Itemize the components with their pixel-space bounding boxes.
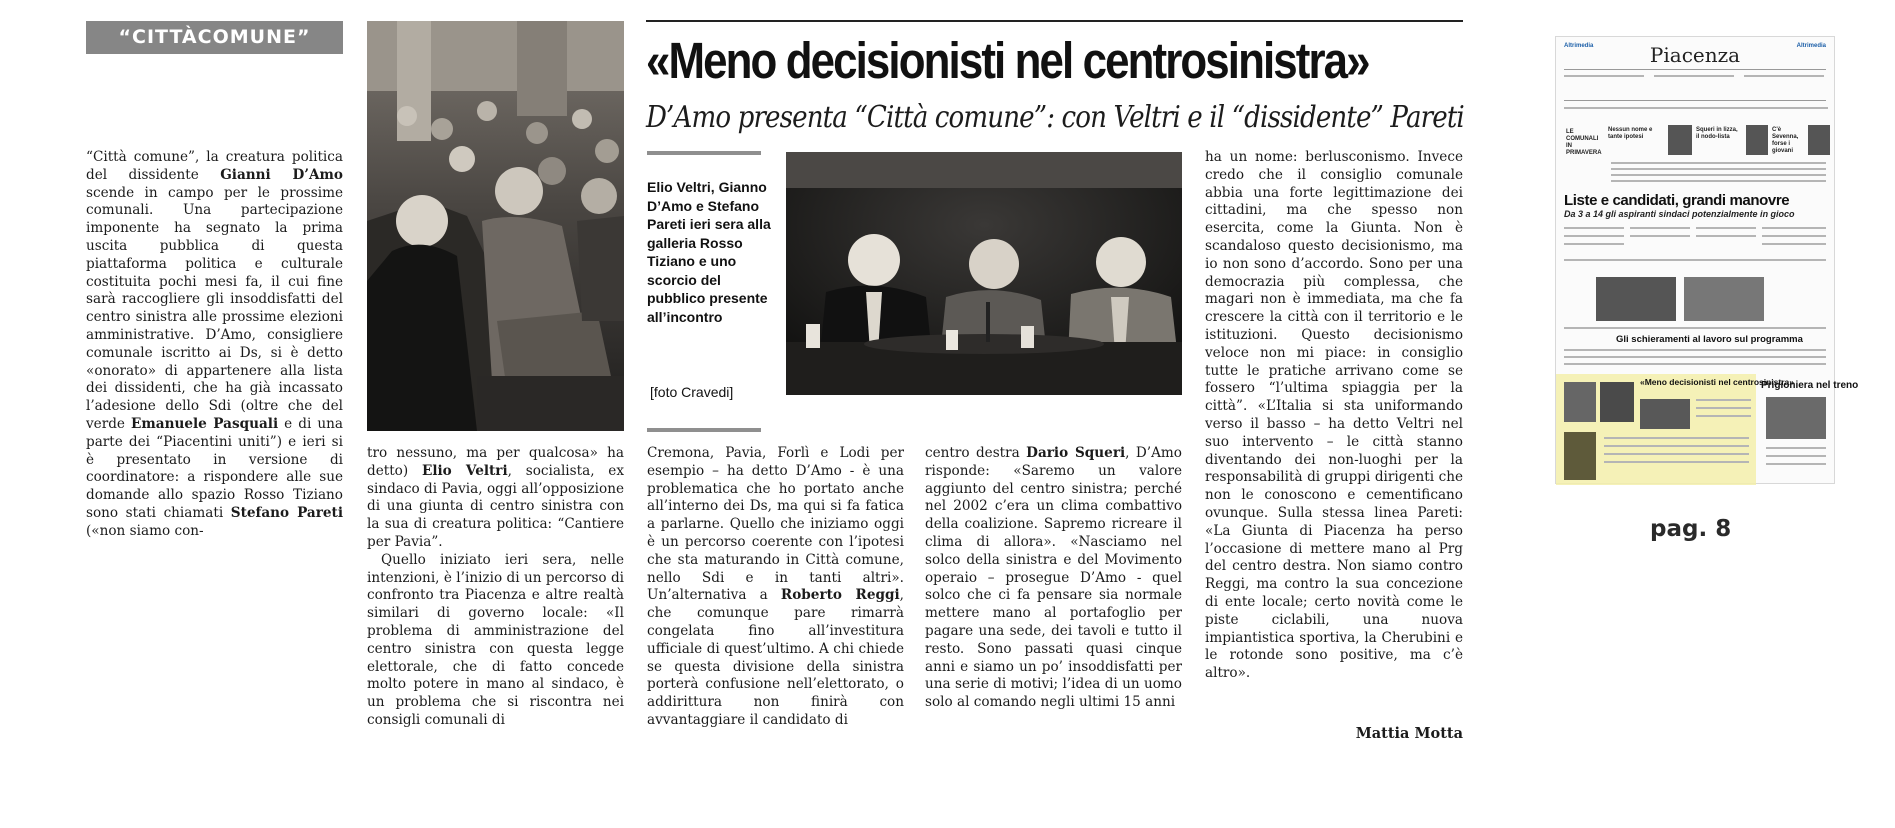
thumbnail-text-line bbox=[1696, 227, 1756, 229]
thumbnail-text-line bbox=[1611, 168, 1826, 170]
paragraph: ha un nome: berlusconismo. Invece credo che il consiglio comunale abbia una forte legittimazione dei cittadini, ma che spesso non esercita, come la Giunta. Non è scandaloso questo decisionismo, ma io non sono d’accordo. Sono per una democrazia più complessa, che magari non è immediata, ma che fa crescere la città con il territorio e le istituzioni. Questo decisionismo veloce non mi piace: in consiglio tutte le pratiche arrivano come se fossero “l’ultima spiaggia per la città”. «L’Italia si sta uniformando verso il basso – ha detto Veltri nel suo intervento – le città stanno diventando dei non-luoghi per la responsabilità di gruppi dirigenti che non le conoscono e cementificano ovunque. Sulla stessa linea Pareti: «La Giunta di Piacenza ha perso l’occasione di mettere mano al Prg del centro destra. Non siamo contro Reggi, ma contro la sua concezione di ente locale; certo novità come le piste ciclabili, una nuova impiantistica sportiva, la Cherubini e le rotonde sono positive, ma c’è altro». bbox=[1205, 149, 1463, 682]
thumbnail-secondary-headline: Gli schieramenti al lavoro sul programma bbox=[1616, 334, 1803, 345]
thumbnail-photo bbox=[1808, 125, 1830, 155]
thumbnail-box-1: Nessun nome e tante ipotesi bbox=[1608, 127, 1653, 140]
article-column-5 bbox=[1205, 149, 1463, 683]
thumbnail-photo bbox=[1766, 397, 1826, 439]
thumbnail-main-headline: Liste e candidati, grandi manovre bbox=[1564, 192, 1790, 209]
person-name: Dario Squeri bbox=[1026, 445, 1126, 461]
text-run: , socialista, ex sindaco di Pavia, oggi all’opposizione di una giunta di centro sinistra con la sua di creatura politica: “Cantiere per Pavia”. bbox=[367, 462, 624, 550]
person-name: Elio Veltri bbox=[421, 462, 508, 479]
thumbnail-photo bbox=[1600, 382, 1634, 422]
thumbnail-text-line bbox=[1611, 180, 1826, 182]
person-name: Gianni D’Amo bbox=[220, 166, 343, 183]
thumbnail-text-line bbox=[1564, 356, 1826, 358]
text-run: («non siamo con- bbox=[86, 522, 204, 539]
thumbnail-photo bbox=[1564, 432, 1596, 480]
thumbnail-sidebar-box: LE COMUNALI IN PRIMAVERA bbox=[1566, 129, 1602, 156]
person-name: Roberto Reggi bbox=[780, 587, 900, 604]
thumbnail-text-line bbox=[1564, 243, 1624, 245]
thumbnail-text-line bbox=[1766, 447, 1826, 449]
article-column-3 bbox=[647, 445, 904, 730]
thumbnail-photo bbox=[1746, 125, 1768, 155]
person-name: Stefano Pareti bbox=[230, 504, 343, 521]
thumbnail-text-line bbox=[1604, 453, 1749, 455]
thumbnail-photo bbox=[1668, 125, 1692, 155]
paragraph bbox=[367, 445, 624, 552]
text-run: , D’Amo risponde: «Saremo un valore aggiunto del centro sinistra; perché nel 2002 c’era un clima combattivo della coalizione. Sapremo ricreare il clima di allora». «Nasciamo nel solco della sinistra e del Movimento operaio – prosegue D’Amo - quel solco che ci fa pensare sia normale mettere mano al portafoglio per pagare una sede, dei tavoli e tutto il resto. Sono passati quasi cinque anni e siamo un po’ insoddisfatti per una serie di motivi; l’idea di un uomo solo al comando negli ultimi 15 anni bbox=[925, 445, 1182, 711]
thumbnail-text-line bbox=[1604, 461, 1749, 463]
paragraph: Quello iniziato ieri sera, nelle intenzioni, è l’inizio di un percorso di confronto tra Piacenza e altre realtà similari di governo locale: «Il problema di amministrazione del centro sinistra con questa legge elettorale, che di fatto concede molto potere in mano al sindaco, è un problema che si riscontra nei consigli comunali di bbox=[367, 551, 624, 728]
photo-caption: Elio Veltri, Gianno D’Amo e Stefano Pareti ieri sera alla galleria Rosso Tiziano e uno scorcio del pubblico presente all’incontro bbox=[647, 179, 771, 325]
article-column-4 bbox=[925, 445, 1182, 712]
thumbnail-main-subheadline: Da 3 a 14 gli aspiranti sindaci potenzialmente in gioco bbox=[1564, 209, 1795, 219]
text-run: , che comunque pare rimarrà congelata fino all’investitura ufficiale di quest’ultimo. A chi chiede se questa divisione della sinistra porterà confusione nell’elettorato, o addirittura non finirà con avvantaggiare il candidato di bbox=[647, 587, 904, 728]
section-tag: “CITTÀCOMUNE” bbox=[86, 21, 343, 54]
thumbnail-text-line bbox=[1762, 243, 1826, 245]
article-headline: «Meno decisionisti nel centrosinistra» bbox=[646, 32, 1369, 89]
thumbnail-text-line bbox=[1696, 235, 1756, 237]
thumbnail-photo bbox=[1684, 277, 1764, 321]
thumbnail-text-line bbox=[1744, 75, 1824, 77]
thumbnail-photo bbox=[1640, 399, 1690, 429]
thumbnail-logo-right: Altrimedia bbox=[1796, 43, 1826, 49]
byline: Mattia Motta bbox=[1355, 725, 1463, 742]
thumbnail-text-line bbox=[1762, 235, 1826, 237]
thumbnail-highlight-headline: «Meno decisionisti nel centrosinistra» bbox=[1640, 377, 1794, 387]
thumbnail-text-line bbox=[1604, 445, 1749, 447]
photo-credit: [foto Cravedi] bbox=[650, 384, 734, 400]
front-page-thumbnail[interactable] bbox=[1555, 36, 1859, 484]
paragraph bbox=[86, 149, 343, 541]
thumbnail-text-line bbox=[1564, 227, 1624, 229]
thumbnail-box-3: C'è Sevenna, forse i giovani bbox=[1772, 127, 1799, 154]
thumbnail-text-line bbox=[1766, 455, 1826, 457]
headline-rule bbox=[646, 20, 1463, 22]
thumbnail-logo-left: Altrimedia bbox=[1564, 43, 1594, 49]
thumbnail-text-line bbox=[1611, 174, 1826, 176]
article-column-2 bbox=[367, 445, 624, 730]
thumbnail-rule bbox=[1564, 69, 1826, 70]
thumbnail-photo bbox=[1596, 277, 1676, 321]
thumbnail-text-line bbox=[1564, 235, 1624, 237]
caption-rule-top bbox=[647, 151, 761, 155]
thumbnail-text-line bbox=[1564, 327, 1826, 329]
thumbnail-box-2: Squeri in lizza, il nodo-lista bbox=[1696, 127, 1738, 140]
thumbnail-text-line bbox=[1762, 227, 1826, 229]
thumbnail-masthead: Piacenza bbox=[1649, 43, 1741, 67]
text-run: Cremona, Pavia, Forlì e Lodi per esempio – ha detto D’Amo - è una problematica che ho portato anche all’interno dei Ds, ma qui si fa fatica a parlarne. Quello che iniziamo oggi è un percorso coerente con l’ipotesi che sta maturando in Città comune, nello Sdi e in tanti altri». Un’alternativa a bbox=[647, 445, 904, 604]
thumbnail-text-line bbox=[1696, 399, 1751, 401]
thumbnail-text-line bbox=[1564, 107, 1828, 109]
text-run: tro nessuno, ma per qualcosa» ha detto) bbox=[367, 445, 624, 479]
thumbnail-text-line bbox=[1564, 75, 1644, 77]
speakers-photo-image bbox=[786, 152, 1182, 395]
text-run: e di una parte dei “Piacentini uniti”) e ieri si è presentato in versione di coordinatore: a rispondere alle sue domande allo spazio Rosso Tiziano sono stati chiamati bbox=[86, 415, 343, 521]
thumbnail-text-line bbox=[1630, 227, 1690, 229]
thumbnail-text-line bbox=[1564, 363, 1826, 365]
thumbnail-text-line bbox=[1696, 415, 1751, 417]
paragraph bbox=[925, 445, 1182, 712]
thumbnail-text-line bbox=[1630, 235, 1690, 237]
thumbnail-text-line bbox=[1611, 162, 1826, 164]
thumbnail-text-line bbox=[1654, 75, 1734, 77]
thumbnail-side-headline: Prigioniera nel treno bbox=[1761, 380, 1859, 391]
article-subheadline: D’Amo presenta “Città comune”: con Veltri e il “dissidente” Pareti bbox=[646, 100, 1464, 135]
paragraph bbox=[647, 445, 904, 730]
audience-photo-image bbox=[367, 21, 624, 431]
thumbnail-text-line bbox=[1604, 437, 1749, 439]
caption-rule-bottom bbox=[647, 428, 761, 432]
thumbnail-text-line bbox=[1696, 407, 1751, 409]
audience-photo bbox=[367, 21, 624, 431]
page-reference[interactable]: pag. 8 bbox=[1650, 516, 1732, 542]
article-column-1 bbox=[86, 149, 343, 541]
speakers-photo bbox=[786, 152, 1182, 395]
text-run: “Città comune”, la creatura politica del dissidente bbox=[86, 149, 343, 183]
thumbnail-text-line bbox=[1766, 463, 1826, 465]
thumbnail-text-line bbox=[1564, 259, 1826, 261]
text-run: centro destra bbox=[925, 445, 1027, 461]
text-run: scende in campo per le prossime comunali. Una partecipazione imponente ha segnato la prima uscita pubblica di questa piattaforma politica e culturale costituita pochi mesi fa, il cui fine sarà raccogliere gli insoddisfatti del centro sinistra alle prossime elezioni amministrative. D’Amo, consigliere comunale iscritto ai Ds, si è detto «onorato» di appartenere alla lista dei dissidenti, che ha già incassato l’adesione dello Sdi (oltre che del verde bbox=[86, 184, 343, 432]
thumbnail-photo bbox=[1564, 382, 1596, 422]
thumbnail-rule bbox=[1564, 100, 1826, 101]
person-name: Emanuele Pasquali bbox=[131, 415, 279, 432]
thumbnail-text-line bbox=[1564, 349, 1826, 351]
